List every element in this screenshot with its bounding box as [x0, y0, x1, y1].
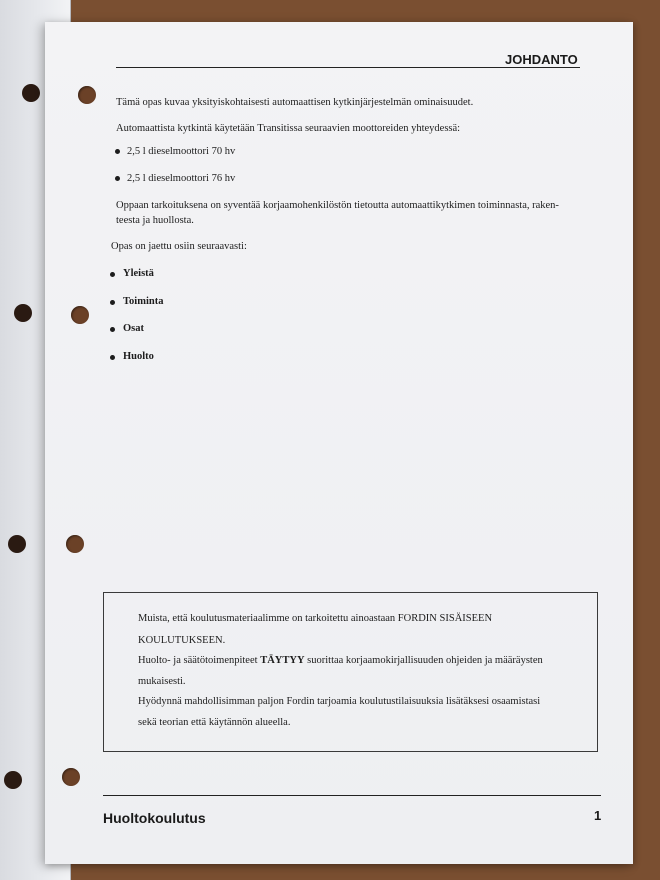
bullet: [110, 300, 115, 305]
footer-title: Huoltokoulutus: [103, 810, 206, 826]
notice-line: Muista, että koulutusmateriaalimme on tarkoitettu ainoastaan FORDIN SISÄISEEN: [138, 613, 493, 624]
part-item: Toiminta: [123, 296, 164, 307]
punch-hole: [22, 84, 40, 102]
punch-hole: [4, 771, 22, 789]
intro-paragraph-4: Opas on jaettu osiin seuraavasti:: [111, 241, 247, 252]
punch-hole: [14, 304, 32, 322]
notice-line: Huolto- ja säätötoimenpiteet TÄYTYY suorittaa korjaamokirjallisuuden ohjeiden ja määräysten: [138, 655, 543, 666]
punch-hole: [8, 535, 26, 553]
section-title: JOHDANTO: [505, 52, 578, 67]
part-item: Yleistä: [123, 268, 154, 279]
notice-line: Hyödynnä mahdollisimman paljon Fordin tarjoamia koulutustilaisuuksia lisätäksesi osaamistasi: [138, 696, 541, 707]
bullet: [115, 176, 120, 181]
intro-paragraph-2: Automaattista kytkintä käytetään Transitissa seuraavien moottoreiden yhteydessä:: [116, 123, 461, 134]
punch-hole: [62, 768, 80, 786]
part-item: Huolto: [123, 351, 154, 362]
bullet: [110, 355, 115, 360]
intro-paragraph-3: Oppaan tarkoituksena on syventää korjaamohenkilöstön tietoutta automaattikytkimen toiminnasta, raken-: [116, 200, 559, 211]
bullet: [115, 149, 120, 154]
page-number: 1: [594, 808, 602, 823]
part-item: Osat: [123, 323, 144, 334]
punch-hole: [71, 306, 89, 324]
notice-line: mukaisesti.: [138, 676, 186, 687]
header-rule: [116, 67, 580, 68]
intro-paragraph-1: Tämä opas kuvaa yksityiskohtaisesti automaattisen kytkinjärjestelmän ominaisuudet.: [116, 97, 474, 108]
intro-paragraph-3-cont: teesta ja huollosta.: [116, 215, 194, 226]
punch-hole: [66, 535, 84, 553]
bullet: [110, 327, 115, 332]
bullet: [110, 272, 115, 277]
notice-line: sekä teorian että käytännön alueella.: [138, 717, 291, 728]
notice-line: KOULUTUKSEEN.: [138, 635, 226, 646]
punch-hole: [78, 86, 96, 104]
engine-item: 2,5 l dieselmoottori 76 hv: [127, 173, 236, 184]
footer-rule: [103, 795, 601, 796]
engine-item: 2,5 l dieselmoottori 70 hv: [127, 146, 236, 157]
